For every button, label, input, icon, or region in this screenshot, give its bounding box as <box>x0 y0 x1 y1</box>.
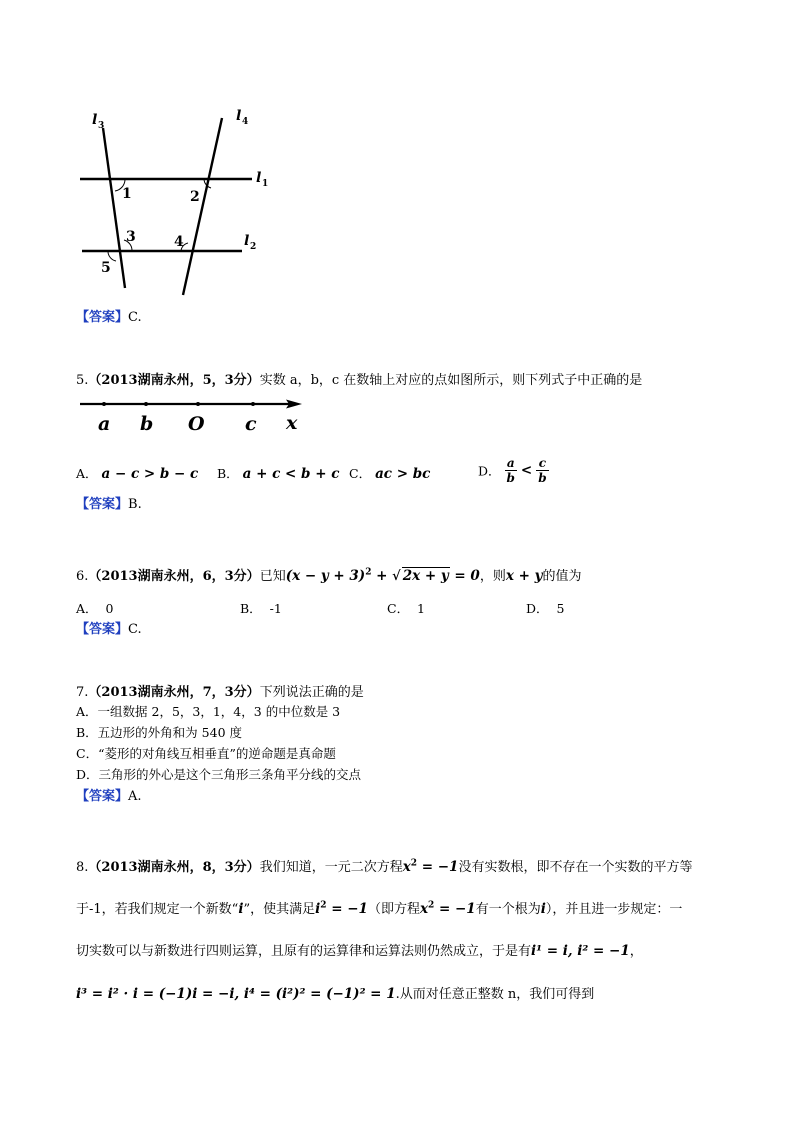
q6-stem: 6.（2013湖南永州，6，3分）已知$(x - y + 3)^2$ + √ 2x + y = 0，则x + y的值为 <box>76 567 582 584</box>
axis-label-o: O <box>188 413 205 435</box>
number-line <box>78 396 318 438</box>
q8-line-4: i³ = i² · i = (−1)i = −i, i⁴ = (i²)² = (−1)² = 1.从而对任意正整数 n，我们可得到 <box>76 986 595 1002</box>
q6-answer: 【答案】C. <box>76 622 142 637</box>
q6-option-d: D． 5 <box>526 601 565 616</box>
angle-2-label: 2 <box>190 189 200 205</box>
label-l2: l <box>244 233 250 249</box>
angle-5-label: 5 <box>101 260 111 276</box>
q6-option-a: A． 0 <box>76 601 114 616</box>
q7-option-c: C．“菱形的对角线互相垂直”的逆命题是真命题 <box>76 746 336 761</box>
parallel-lines-figure <box>70 100 290 300</box>
q5-option-b: B． a + c < b + c <box>217 466 340 482</box>
q6-option-b: B． -1 <box>240 601 282 616</box>
q8-line-2: 于-1，若我们规定一个新数“i”，使其满足$i^2 = -1$（即方程$x^2 = -1$有一个根为i），并且进一步规定：一 <box>76 900 683 917</box>
q7-answer: 【答案】A. <box>76 789 142 804</box>
q5-stem: 5.（2013湖南永州，5，3分）实数 a，b，c 在数轴上对应的点如图所示，则下列式子中正确的是 <box>76 373 643 388</box>
svg-text:1: 1 <box>262 179 269 189</box>
label-l1: l <box>256 170 262 186</box>
q8-line-3: 切实数可以与新数进行四则运算，且原有的运算律和运算法则仍然成立，于是有i¹ = i, i² = −1， <box>76 943 643 959</box>
q4-answer <box>76 306 142 325</box>
axis-label-b: b <box>140 413 154 435</box>
q5-option-c: C． ac > bc <box>349 466 431 482</box>
axis-label-x: x <box>286 412 298 434</box>
q7-option-d: D．三角形的外心是这个三角形三条角平分线的交点 <box>76 767 362 782</box>
label-l3: l <box>92 112 98 128</box>
q5-option-d: D． $\frac{a}{b}$ < $\frac{c}{b}$ <box>478 456 547 485</box>
q7-option-b: B．五边形的外角和为 540 度 <box>76 725 242 740</box>
line-l4 <box>183 118 222 295</box>
axis-label-c: c <box>245 413 257 435</box>
q5-answer: 【答案】B. <box>76 497 142 512</box>
label-l4: l <box>236 108 242 124</box>
axis-label-a: a <box>98 413 111 435</box>
q7-option-a: A．一组数据 2，5，3，1，4，3 的中位数是 3 <box>76 704 341 719</box>
q6-option-c: C． 1 <box>387 601 425 616</box>
svg-text:2: 2 <box>250 242 257 252</box>
q8-line-1: 8.（2013湖南永州，8，3分）我们知道，一元二次方程$x^2 = -1$没有实数根，即不存在一个实数的平方等 <box>76 858 693 875</box>
answer-value: C. <box>128 310 142 325</box>
angle-1-label: 1 <box>122 186 132 202</box>
svg-text:3: 3 <box>98 121 105 131</box>
angle-3-label: 3 <box>126 229 136 245</box>
q7-stem: 7.（2013湖南永州，7，3分）下列说法正确的是 <box>76 685 364 700</box>
svg-text:4: 4 <box>242 117 249 127</box>
q5-option-a: A． a − c > b − c <box>76 466 199 482</box>
angle-4-label: 4 <box>174 234 184 250</box>
answer-tag: 【答案】 <box>76 310 129 325</box>
